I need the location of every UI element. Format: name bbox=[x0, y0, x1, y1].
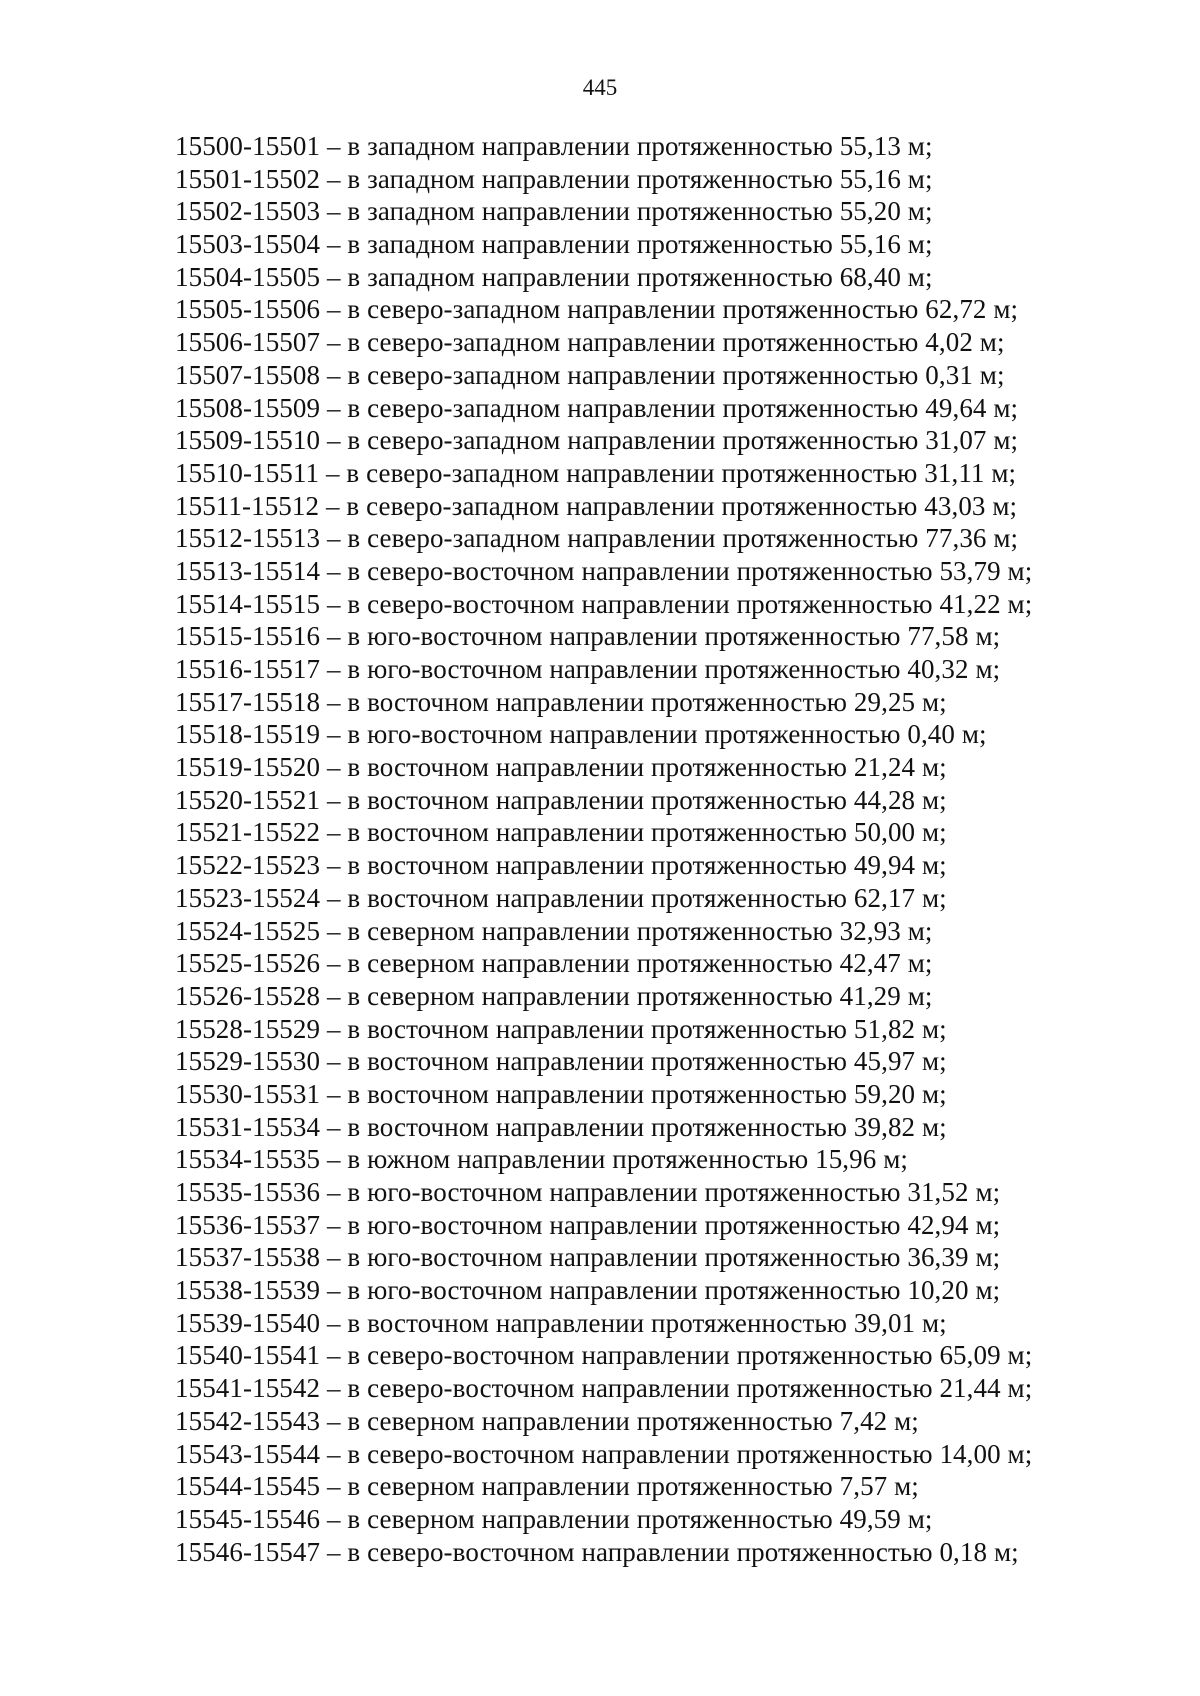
boundary-segment-line: 15524-15525 – в северном направлении протяженностью 32,93 м; bbox=[175, 915, 933, 946]
boundary-segment-line: 15520-15521 – в восточном направлении протяженностью 44,28 м; bbox=[175, 784, 947, 815]
boundary-segment-line: 15510-15511 – в северо-западном направлении протяженностью 31,11 м; bbox=[175, 457, 1017, 488]
boundary-segment-line: 15521-15522 – в восточном направлении протяженностью 50,00 м; bbox=[175, 817, 947, 848]
boundary-segment-line: 15522-15523 – в восточном направлении протяженностью 49,94 м; bbox=[175, 850, 947, 881]
boundary-segment-line: 15507-15508 – в северо-западном направлении протяженностью 0,31 м; bbox=[175, 359, 1005, 390]
boundary-segment-line: 15543-15544 – в северо-восточном направлении протяженностью 14,00 м; bbox=[175, 1438, 1033, 1469]
boundary-segment-line: 15523-15524 – в восточном направлении протяженностью 62,17 м; bbox=[175, 882, 947, 913]
boundary-segment-line: 15515-15516 – в юго-восточном направлении протяженностью 77,58 м; bbox=[175, 621, 1001, 652]
boundary-segment-line: 15529-15530 – в восточном направлении протяженностью 45,97 м; bbox=[175, 1046, 947, 1077]
boundary-segment-list bbox=[175, 130, 1135, 1568]
boundary-segment-line: 15531-15534 – в восточном направлении протяженностью 39,82 м; bbox=[175, 1111, 947, 1142]
page-number: 445 bbox=[582, 75, 618, 100]
boundary-segment-line: 15517-15518 – в восточном направлении протяженностью 29,25 м; bbox=[175, 686, 947, 717]
boundary-segment-line: 15501-15502 – в западном направлении протяженностью 55,16 м; bbox=[175, 163, 933, 194]
boundary-segment-line: 15538-15539 – в юго-восточном направлении протяженностью 10,20 м; bbox=[175, 1275, 1001, 1306]
boundary-segment-line: 15506-15507 – в северо-западном направлении протяженностью 4,02 м; bbox=[175, 327, 1005, 358]
boundary-segment-line: 15509-15510 – в северо-западном направлении протяженностью 31,07 м; bbox=[175, 425, 1019, 456]
boundary-segment-line: 15514-15515 – в северо-восточном направлении протяженностью 41,22 м; bbox=[175, 588, 1033, 619]
boundary-segment-line: 15545-15546 – в северном направлении протяженностью 49,59 м; bbox=[175, 1503, 933, 1534]
boundary-segment-line: 15500-15501 – в западном направлении протяженностью 55,13 м; bbox=[175, 131, 933, 161]
boundary-segment-line: 15516-15517 – в юго-восточном направлении протяженностью 40,32 м; bbox=[175, 654, 1001, 684]
boundary-segment-line: 15513-15514 – в северо-восточном направлении протяженностью 53,79 м; bbox=[175, 555, 1033, 586]
boundary-segment-line: 15518-15519 – в юго-восточном направлении протяженностью 0,40 м; bbox=[175, 719, 987, 750]
boundary-segment-line: 15535-15536 – в юго-восточном направлении протяженностью 31,52 м; bbox=[175, 1177, 1001, 1207]
boundary-segment-line: 15542-15543 – в северном направлении протяженностью 7,42 м; bbox=[175, 1405, 919, 1436]
boundary-segment-line: 15504-15505 – в западном направлении протяженностью 68,40 м; bbox=[175, 261, 933, 292]
boundary-segment-line: 15503-15504 – в западном направлении протяженностью 55,16 м; bbox=[175, 229, 933, 260]
boundary-segment-line: 15505-15506 – в северо-западном направлении протяженностью 62,72 м; bbox=[175, 294, 1019, 325]
boundary-segment-line: 15530-15531 – в восточном направлении протяженностью 59,20 м; bbox=[175, 1078, 947, 1109]
boundary-segment-line: 15541-15542 – в северо-восточном направлении протяженностью 21,44 м; bbox=[175, 1373, 1033, 1404]
boundary-segment-line: 15519-15520 – в восточном направлении протяженностью 21,24 м; bbox=[175, 752, 947, 783]
boundary-segment-line: 15525-15526 – в северном направлении протяженностью 42,47 м; bbox=[175, 948, 933, 979]
boundary-segment-line: 15508-15509 – в северо-западном направлении протяженностью 49,64 м; bbox=[175, 392, 1019, 423]
boundary-segment-line: 15544-15545 – в северном направлении протяженностью 7,57 м; bbox=[175, 1471, 919, 1502]
boundary-segment-line: 15511-15512 – в северо-западном направлении протяженностью 43,03 м; bbox=[175, 490, 1018, 521]
boundary-segment-line: 15540-15541 – в северо-восточном направлении протяженностью 65,09 м; bbox=[175, 1340, 1033, 1371]
boundary-segment-line: 15539-15540 – в восточном направлении протяженностью 39,01 м; bbox=[175, 1307, 947, 1338]
boundary-segment-line: 15546-15547 – в северо-восточном направлении протяженностью 0,18 м; bbox=[175, 1536, 1019, 1567]
boundary-segment-line: 15537-15538 – в юго-восточном направлении протяженностью 36,39 м; bbox=[175, 1242, 1001, 1273]
boundary-segment-line: 15528-15529 – в восточном направлении протяженностью 51,82 м; bbox=[175, 1013, 947, 1044]
boundary-segment-line: 15502-15503 – в западном направлении протяженностью 55,20 м; bbox=[175, 196, 933, 227]
boundary-segment-line: 15534-15535 – в южном направлении протяженностью 15,96 м; bbox=[175, 1144, 908, 1175]
boundary-segment-line: 15512-15513 – в северо-западном направлении протяженностью 77,36 м; bbox=[175, 523, 1019, 554]
boundary-segment-line: 15536-15537 – в юго-восточном направлении протяженностью 42,94 м; bbox=[175, 1209, 1001, 1240]
boundary-segment-line: 15526-15528 – в северном направлении протяженностью 41,29 м; bbox=[175, 980, 933, 1011]
